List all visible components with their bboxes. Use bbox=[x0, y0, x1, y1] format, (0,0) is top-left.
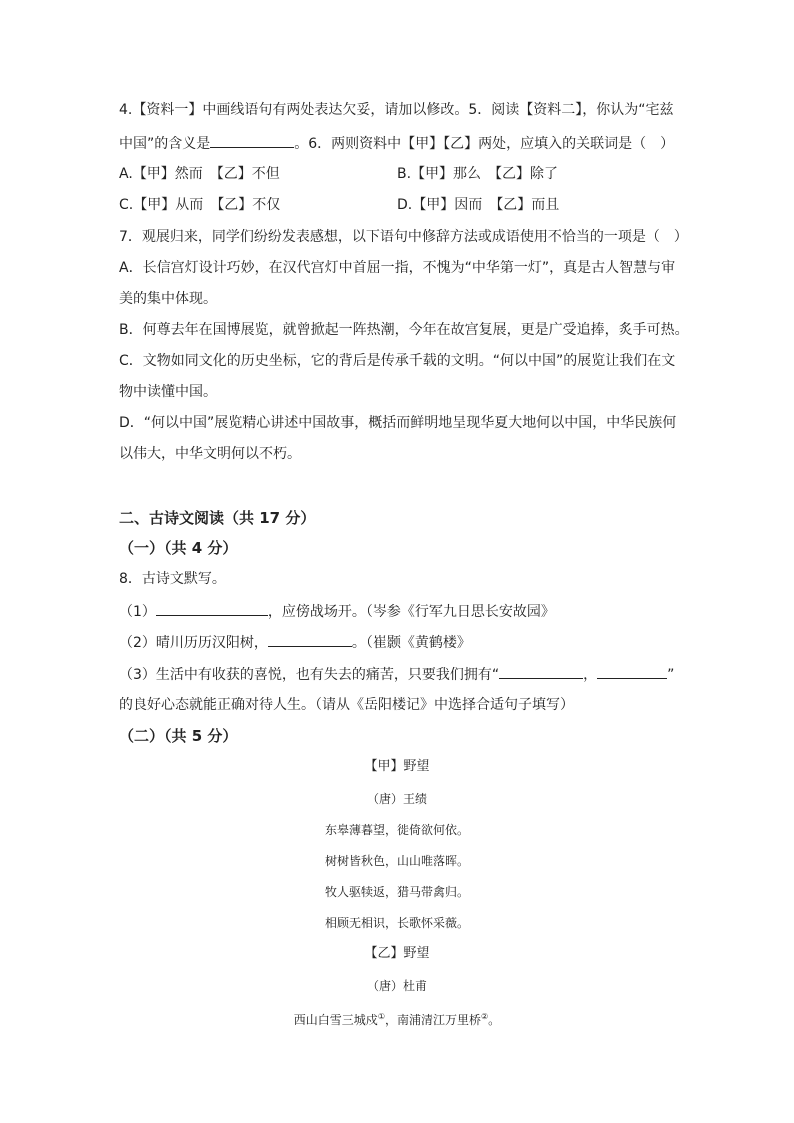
part-1-heading: （一）（共 4 分） bbox=[119, 539, 238, 557]
q8-item-2 bbox=[119, 632, 471, 653]
q8-item-3 bbox=[119, 664, 674, 685]
option-a: A.【甲】然而 【乙】不但 bbox=[119, 166, 280, 182]
answer-blank bbox=[597, 664, 667, 679]
item-text-b: 。（崔颢《黄鹤楼》 bbox=[351, 635, 471, 651]
q7-option-c-cont: 物中读懂中国。 bbox=[119, 384, 217, 400]
q6-options-row-1 bbox=[119, 164, 280, 184]
footnote-marker: ② bbox=[481, 1012, 489, 1021]
poem-2-line-part: 。 bbox=[488, 1013, 501, 1027]
part-2-heading: （二）（共 5 分） bbox=[119, 727, 238, 745]
q8-item-1 bbox=[119, 601, 555, 622]
question-5-6-line bbox=[119, 133, 674, 154]
answer-blank bbox=[268, 632, 352, 647]
footnote-marker: ① bbox=[377, 1012, 385, 1021]
option-c: C.【甲】从而 【乙】不仅 bbox=[119, 197, 281, 213]
question-4-5-line: 4.【资料一】中画线语句有两处表达欠妥，请加以修改。5．阅读【资料二】，你认为“宅兹 bbox=[119, 102, 674, 118]
answer-blank bbox=[156, 601, 268, 616]
item-text-a: （2）晴川历历汉阳树， bbox=[119, 635, 268, 651]
q7-option-a: A．长信宫灯设计巧妙，在汉代宫灯中首屈一指，不愧为“中华第一灯”，真是古人智慧与审 bbox=[119, 260, 676, 276]
poem-2-line-part: ，南浦清江万里桥 bbox=[384, 1013, 481, 1027]
poem-2-line bbox=[0, 1008, 794, 1029]
section-2-heading: 二、古诗文阅读（共 17 分） bbox=[119, 509, 316, 527]
poem-2-line-part: 西山白雪三城戍 bbox=[293, 1013, 378, 1027]
close-quote: ” bbox=[667, 667, 675, 683]
poem-1-line: 东皋薄暮望，徙倚欲何依。 bbox=[324, 823, 469, 837]
question-8-stem: 8．古诗文默写。 bbox=[119, 571, 226, 587]
q7-option-d-cont: 以伟大，中华文明何以不朽。 bbox=[119, 446, 301, 462]
answer-blank bbox=[499, 664, 583, 679]
poem-2-author: （唐）杜甫 bbox=[366, 979, 427, 993]
option-d: D.【甲】因而 【乙】而且 bbox=[397, 197, 560, 213]
q6-stem: 。6．两则资料中【甲】【乙】两处，应填入的关联词是（ ） bbox=[294, 136, 675, 152]
q7-option-b: B．何尊去年在国博展览，就曾掀起一阵热潮，今年在故宫复展，更是广受追捧，炙手可热。 bbox=[119, 322, 689, 338]
option-b: B.【甲】那么 【乙】除了 bbox=[397, 166, 559, 182]
comma: ， bbox=[583, 667, 598, 683]
item-text: ，应傍战场开。（岑参《行军九日思长安故园》 bbox=[267, 604, 555, 620]
q5-text-before-blank: 中国”的含义是 bbox=[119, 136, 211, 152]
q7-option-d: D．“何以中国”展览精心讲述中国故事，概括而鲜明地呈现华夏大地何以中国，中华民族何 bbox=[119, 415, 677, 431]
answer-blank bbox=[210, 133, 294, 148]
q7-option-c: C．文物如同文化的历史坐标，它的背后是传承千载的文明。“何以中国”的展览让我们在文 bbox=[119, 353, 676, 369]
item-number: （1） bbox=[119, 604, 156, 620]
q8-item-3-cont: 的良好心态就能正确对待人生。（请从《岳阳楼记》中选择合适句子填写） bbox=[119, 697, 574, 713]
q7-option-a-cont: 美的集中体现。 bbox=[119, 291, 217, 307]
poem-1-line: 牧人驱犊返，猎马带禽归。 bbox=[324, 885, 469, 899]
item-text-a: （3）生活中有收获的喜悦，也有失去的痛苦，只要我们拥有“ bbox=[119, 667, 500, 683]
question-7-stem: 7．观展归来，同学们纷纷发表感想，以下语句中修辞方法或成语使用不恰当的一项是（ ） bbox=[119, 229, 688, 245]
poem-1-author: （唐）王绩 bbox=[366, 792, 427, 806]
poem-1-title: 【甲】野望 bbox=[364, 759, 430, 774]
poem-1-line: 树树皆秋色，山山唯落晖。 bbox=[324, 854, 469, 868]
poem-1-line: 相顾无相识，长歌怀采薇。 bbox=[324, 916, 469, 930]
poem-2-title: 【乙】野望 bbox=[364, 946, 430, 961]
